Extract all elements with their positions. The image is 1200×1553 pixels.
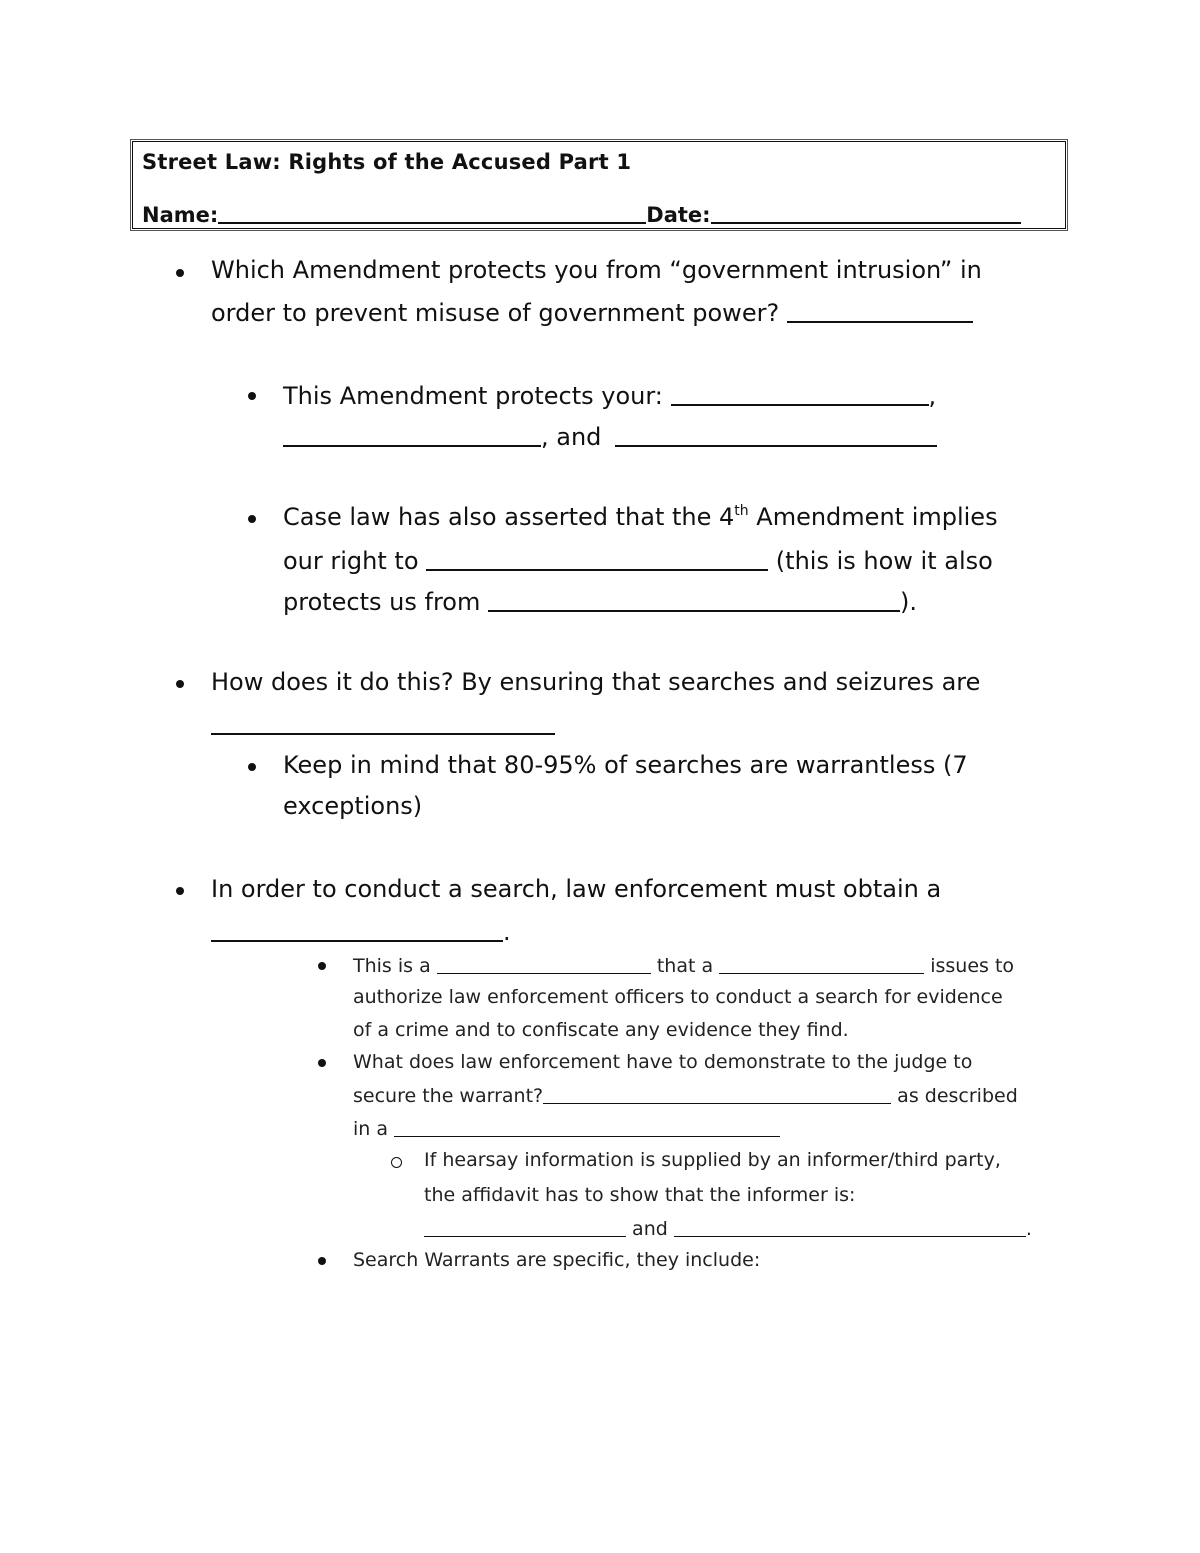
question-3b-i-line-3 xyxy=(424,1217,1032,1240)
question-1a-line-1 xyxy=(283,380,936,410)
question-1-line-1: Which Amendment protects you from “government intrusion” in xyxy=(211,256,982,284)
question-1a-line-2 xyxy=(283,421,937,451)
right-to-text: our right to xyxy=(283,547,419,575)
amendment-implies-text: Amendment implies xyxy=(748,503,998,531)
name-label: Name: xyxy=(142,203,219,227)
question-2a-line-2: exceptions) xyxy=(283,792,423,820)
hollow-bullet-icon xyxy=(391,1157,402,1168)
this-is-a-text: This is a xyxy=(353,955,431,977)
question-3b-line-2 xyxy=(353,1084,1018,1107)
protects-us-from-text: protects us from xyxy=(283,588,481,616)
issues-to-text: issues to xyxy=(930,955,1015,977)
question-3c-line-1: Search Warrants are specific, they include: xyxy=(353,1249,761,1271)
question-1b-line-1 xyxy=(283,503,998,531)
question-1b-line-3 xyxy=(283,586,917,616)
as-described-text: as described xyxy=(897,1085,1018,1107)
bullet-icon xyxy=(176,269,184,277)
question-3b-i-line-2: the affidavit has to show that the informer is: xyxy=(424,1184,856,1206)
bullet-icon xyxy=(318,1059,326,1067)
protects-blank-3[interactable] xyxy=(615,421,937,447)
issuer-blank[interactable] xyxy=(719,954,924,974)
question-1b-line-2 xyxy=(283,545,993,575)
bullet-icon xyxy=(176,680,184,688)
bullet-icon xyxy=(318,1257,326,1265)
bullet-icon xyxy=(176,887,184,895)
question-3a-line-3: of a crime and to confiscate any evidence they find. xyxy=(353,1019,849,1041)
period-text: . xyxy=(503,918,511,946)
question-3-line-1: In order to conduct a search, law enforcement must obtain a xyxy=(211,875,942,903)
in-a-text: in a xyxy=(353,1118,389,1140)
right-to-blank[interactable] xyxy=(426,545,768,571)
that-a-text: that a xyxy=(656,955,714,977)
worksheet-title: Street Law: Rights of the Accused Part 1 xyxy=(142,150,632,174)
protects-from-blank[interactable] xyxy=(488,586,900,612)
protects-blank-2[interactable] xyxy=(283,421,541,447)
document-blank[interactable] xyxy=(437,954,651,974)
question-3b-i-line-1: If hearsay information is supplied by an informer/third party, xyxy=(424,1149,1001,1171)
question-3-line-2 xyxy=(211,916,511,946)
name-date-row xyxy=(142,201,1021,227)
question-1-line-2 xyxy=(211,297,973,327)
question-1a-text: This Amendment protects your: xyxy=(283,382,663,410)
amendment-blank[interactable] xyxy=(787,297,973,323)
question-3b-line-1: What does law enforcement have to demonstrate to the judge to xyxy=(353,1051,973,1073)
demonstrate-blank[interactable] xyxy=(543,1084,891,1104)
date-blank[interactable] xyxy=(711,201,1021,224)
question-3a-line-1 xyxy=(353,954,1014,977)
described-in-blank[interactable] xyxy=(394,1117,780,1137)
question-2-line-1: How does it do this? By ensuring that searches and seizures are xyxy=(211,668,981,696)
ordinal-superscript: th xyxy=(734,503,749,519)
closing-paren-text: ). xyxy=(900,588,918,616)
obtain-blank[interactable] xyxy=(211,916,503,942)
and-text: , and xyxy=(541,423,602,451)
name-blank[interactable] xyxy=(218,201,646,224)
question-2a-line-1: Keep in mind that 80-95% of searches are warrantless (7 xyxy=(283,751,968,779)
question-3b-line-3 xyxy=(353,1117,780,1140)
how-it-also-text: (this is how it also xyxy=(775,547,993,575)
bullet-icon xyxy=(318,962,326,970)
header-box xyxy=(132,141,1066,229)
and-text: and xyxy=(632,1218,668,1240)
comma-text: , xyxy=(928,382,937,410)
secure-warrant-text: secure the warrant? xyxy=(353,1085,544,1107)
bullet-icon xyxy=(248,392,256,400)
question-1-text: order to prevent misuse of government power? xyxy=(211,299,780,327)
bullet-icon xyxy=(248,515,256,523)
period-text: . xyxy=(1025,1218,1032,1240)
searches-are-blank[interactable] xyxy=(211,709,555,735)
protects-blank-1[interactable] xyxy=(671,380,929,406)
informer-blank-1[interactable] xyxy=(424,1217,626,1237)
date-label: Date: xyxy=(646,203,711,227)
case-law-text: Case law has also asserted that the 4 xyxy=(283,503,735,531)
informer-blank-2[interactable] xyxy=(674,1217,1026,1237)
question-2-line-2 xyxy=(211,709,555,739)
question-3a-line-2: authorize law enforcement officers to conduct a search for evidence xyxy=(353,986,1003,1008)
bullet-icon xyxy=(248,763,256,771)
